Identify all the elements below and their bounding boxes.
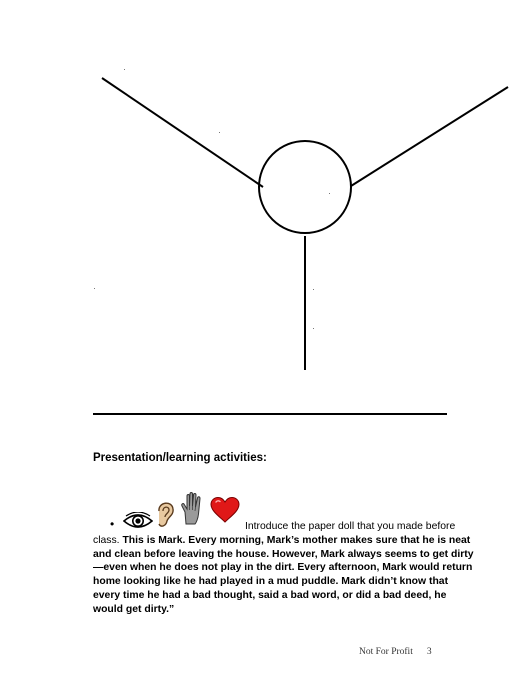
page-number: 3 [426, 647, 432, 657]
scan-speck [329, 193, 330, 194]
page-footer [359, 647, 432, 657]
activity-paragraph [93, 520, 478, 617]
section-heading: Presentation/learning activities: [93, 452, 267, 464]
footer-label: Not For Profit [359, 647, 413, 657]
doll-left-arm [102, 78, 263, 187]
scan-speck [313, 328, 314, 329]
scan-speck [124, 69, 125, 70]
horizontal-rule [93, 413, 447, 415]
bullet-point: • [110, 517, 115, 531]
scan-speck [94, 288, 95, 289]
story-text: This is Mark. Every morning, Mark’s mother makes sure that he is neat and clean before leaving the house. However, Mark always seems to get dirty—even when he does not play in the dirt. Every afternoon, Mark would return home looking like he had played in a mud puddle. Mark didn’t know that every time he had a bad thought, said a bad word, or did a bad deed, he would get dirty.” [93, 534, 474, 615]
scan-speck [313, 289, 314, 290]
doll-right-arm [351, 87, 508, 186]
doll-head-circle [259, 141, 351, 233]
intro-text: Introduce the paper doll that you made before class. [93, 521, 456, 546]
scan-speck [219, 132, 220, 133]
